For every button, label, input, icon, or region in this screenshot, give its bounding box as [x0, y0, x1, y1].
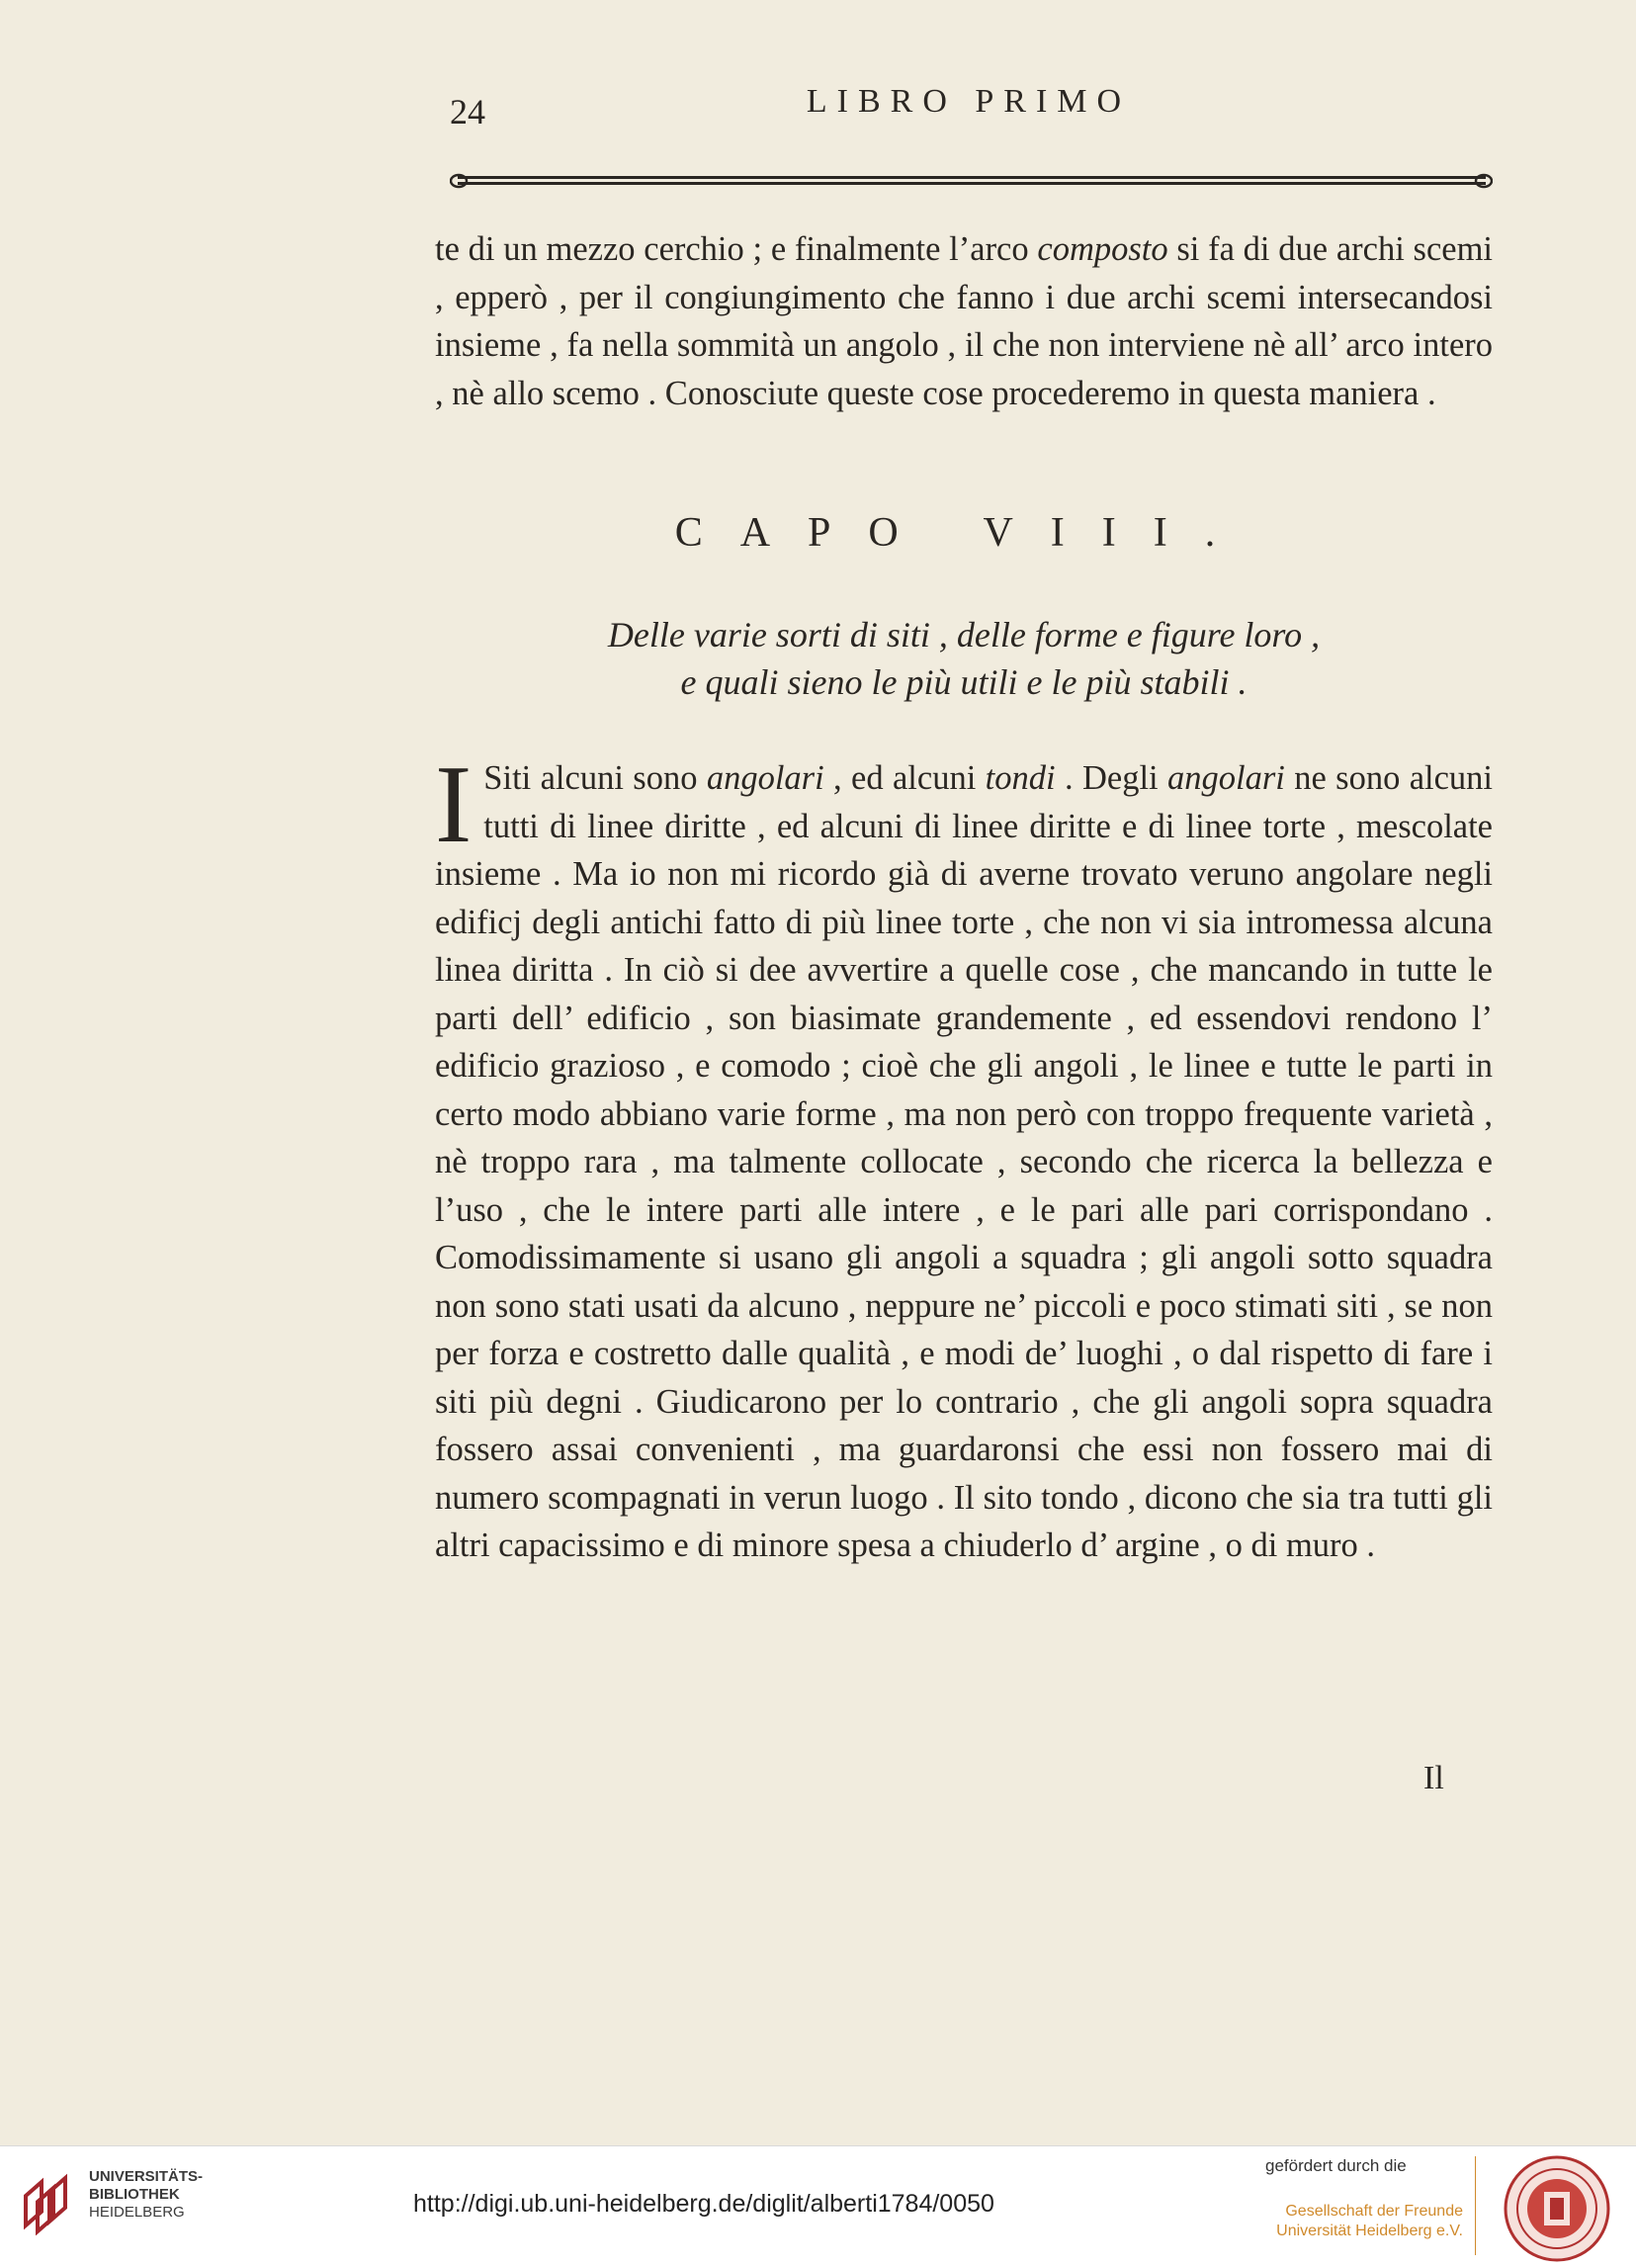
- italic-term: angolari: [706, 759, 824, 797]
- society-name-line: Universität Heidelberg e.V.: [1276, 2223, 1463, 2239]
- society-name[interactable]: [1255, 2202, 1463, 2241]
- main-paragraph: [435, 743, 1493, 1570]
- library-name[interactable]: [89, 2168, 203, 2222]
- footer-bar: [0, 2145, 1636, 2268]
- text-run: , ed alcuni: [823, 759, 986, 797]
- catchword: Il: [1423, 1760, 1444, 1796]
- subtitle-line: Delle varie sorti di siti , delle forme e figure loro ,: [607, 615, 1321, 654]
- library-name-line: HEIDELBERG: [89, 2204, 185, 2221]
- funded-by-label: gefördert durch die: [1265, 2156, 1407, 2175]
- library-name-line: BIBLIOTHEK: [89, 2186, 180, 2203]
- text-run: Siti alcuni sono: [483, 759, 707, 797]
- chapter-subtitle: [435, 611, 1493, 706]
- drop-cap: I: [435, 743, 473, 866]
- running-title: LIBRO PRIMO: [806, 83, 1132, 120]
- permalink-url[interactable]: http://digi.ub.uni-heidelberg.de/diglit/alberti1784/0050: [413, 2190, 994, 2218]
- text-run: ne sono alcuni tutti di linee diritte , ed alcuni di linee diritte e di linee torte , mescolate insieme . Ma io non mi ricordo già di averne trovato veruno angolare negli edificj degli antichi fatto di più linee torte , che non vi sia intromessa alcuna linea diritta . In ciò si dee avvertire a quelle cose , che mancando in tutte le parti dell’ edificio , son biasimate grandemente , ed essendovi rendono l’ edificio grazioso , e comodo ; cioè che gli angoli , le linee e tutte le parti in certo modo abbiano varie forme , ma non però con troppo frequente varietà , nè troppo rara , ma talmente collocate , secondo che ricerca la bellezza e l’uso , che le intere parti alle intere , e le pari alle pari corrispondano . Comodissimamente si usano gli angoli a squadra ; gli angoli sotto squadra non sono stati usati da alcuno , neppure ne’ piccoli e poco stimati siti , se non per forza e costretto dalle qualità , e modi de’ luoghi , o dal rispetto di fare i siti più degni . Giudicarono per lo contrario , che gli angoli sopra squadra fossero assai convenienti , ma guardaronsi che essi non fossero mai di numero scompagnati in verun luogo . Il sito tondo , dicono che sia tra tutti gli altri capacissimo e di minore spesa a chiuderlo d’ argine , o di muro .: [435, 759, 1493, 1564]
- continuation-text: te di un mezzo cerchio ; e finalmente l’arco: [435, 230, 1038, 268]
- header-rule: [450, 170, 1493, 192]
- italic-term: angolari: [1166, 759, 1285, 797]
- continuation-paragraph: [435, 225, 1493, 417]
- italic-term: tondi: [985, 759, 1056, 797]
- text-run: . Degli: [1055, 759, 1167, 797]
- library-name-line: UNIVERSITÄTS-: [89, 2168, 204, 2185]
- university-seal-icon[interactable]: [1503, 2154, 1611, 2263]
- page-number: 24: [450, 92, 485, 131]
- italic-term: composto: [1037, 230, 1168, 268]
- chapter-heading: CAPO VIII.: [674, 510, 1253, 556]
- footer-divider: [1475, 2156, 1476, 2255]
- library-logo-icon[interactable]: [22, 2166, 73, 2235]
- continuation-text: si fa di due archi scemi , epperò , per il congiungimento che fanno i due archi scemi intersecandosi insieme , fa nella sommità un angolo , il che non interviene nè all’ arco intero , nè allo scemo . Conosciute queste cose procederemo in questa maniera .: [435, 230, 1494, 412]
- society-name-line: Gesellschaft der Freunde: [1285, 2203, 1463, 2220]
- subtitle-line: e quali sieno le più utili e le più stabili .: [680, 662, 1248, 702]
